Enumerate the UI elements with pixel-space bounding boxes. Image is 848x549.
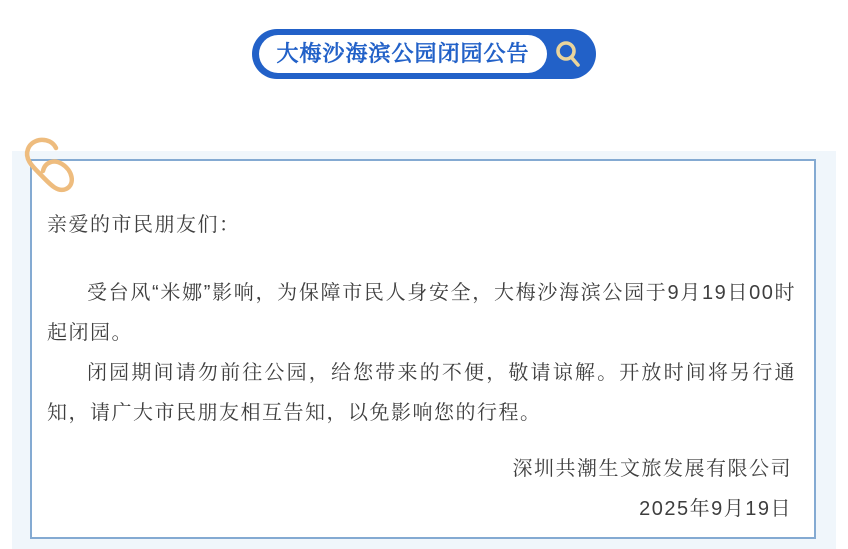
header: [0, 0, 848, 79]
notice-card-halo: [12, 151, 836, 549]
notice-card: [30, 159, 816, 539]
notice-paragraph-2: 闭园期间请勿前往公园，给您带来的不便，敬请谅解。开放时间将另行通知，请广大市民朋友相互告知，以免影响您的行程。: [47, 362, 796, 424]
paperclip-icon: [14, 136, 84, 212]
signature-company: 深圳共潮生文旅发展有限公司: [512, 458, 792, 480]
signature-date: 2025年9月19日: [639, 498, 792, 520]
signature-block: [47, 449, 796, 529]
search-icon: [547, 35, 589, 73]
announcement-title-pill: [252, 29, 595, 79]
greeting-text: 亲爱的市民朋友们：: [47, 214, 241, 236]
notice-paragraph-1: 受台风“米娜”影响，为保障市民人身安全，大梅沙海滨公园于9月19日00时起闭园。: [47, 282, 796, 344]
announcement-title: 大梅沙海滨公园闭园公告: [259, 35, 546, 73]
